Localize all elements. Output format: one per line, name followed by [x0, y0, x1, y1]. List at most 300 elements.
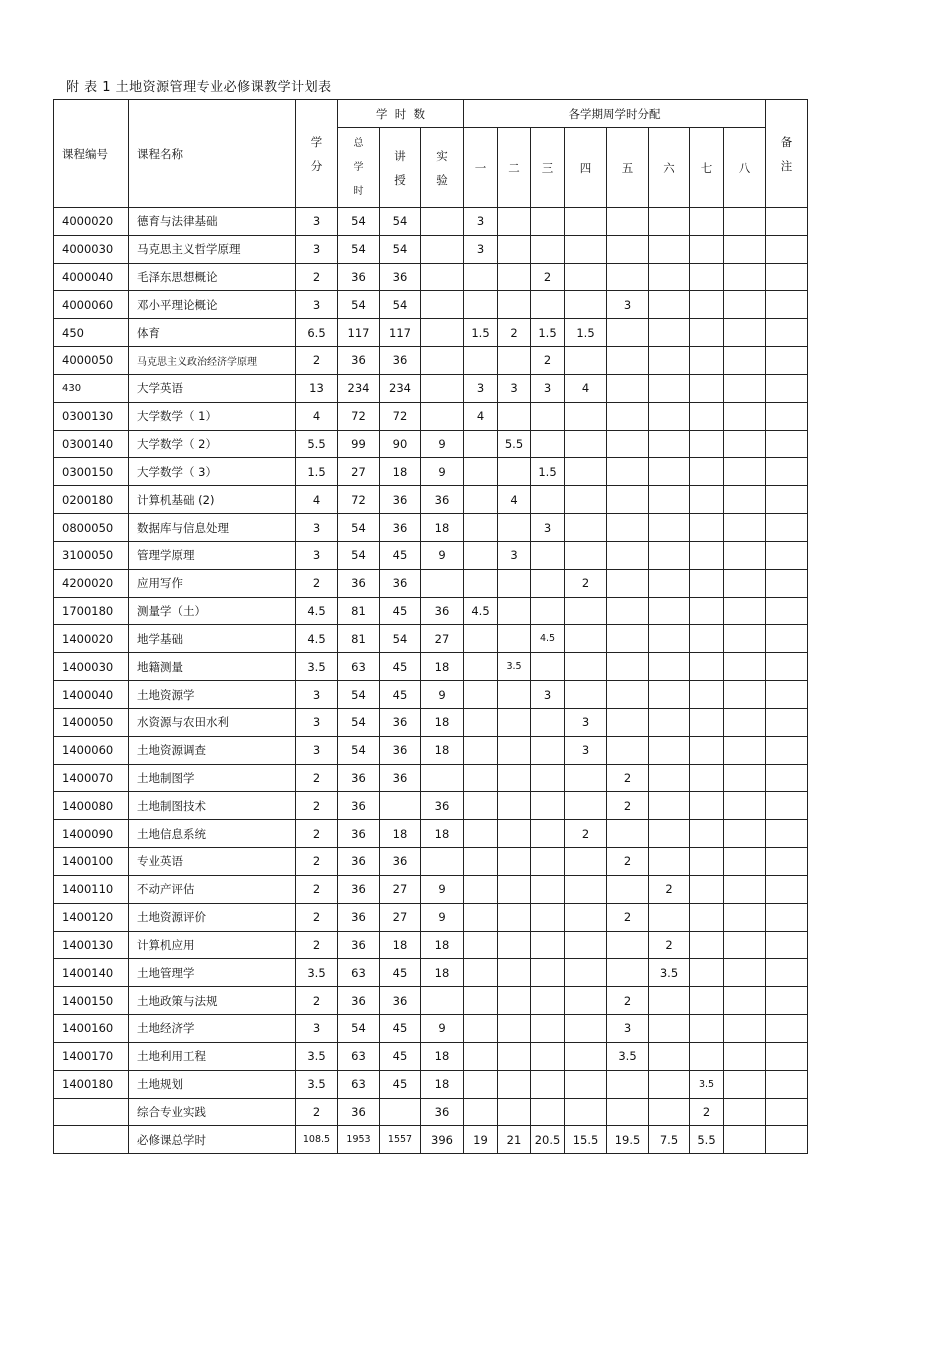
semester-5-cell — [607, 374, 649, 402]
semester-1-cell: 3 — [464, 208, 498, 236]
semester-2-cell — [498, 903, 531, 931]
semester-3-cell — [531, 903, 565, 931]
semester-8-cell — [724, 653, 766, 681]
semester-7-cell — [690, 1014, 724, 1042]
course-code: 1400150 — [54, 987, 129, 1015]
semester-8-cell — [724, 875, 766, 903]
course-code — [54, 1126, 129, 1154]
course-name: 水资源与农田水利 — [129, 708, 296, 736]
remark-cell — [766, 263, 808, 291]
semester-8-cell — [724, 792, 766, 820]
lecture-hours-cell: 72 — [380, 402, 421, 430]
semester-3-cell — [531, 208, 565, 236]
semester-2-cell — [498, 736, 531, 764]
semester-3-cell — [531, 597, 565, 625]
semester-6-cell — [649, 514, 690, 542]
semester-8-cell — [724, 346, 766, 374]
semester-8-cell — [724, 514, 766, 542]
course-name: 土地资源评价 — [129, 903, 296, 931]
lecture-hours-cell: 45 — [380, 597, 421, 625]
semester-5-cell — [607, 653, 649, 681]
semester-6-cell — [649, 653, 690, 681]
course-name: 邓小平理论概论 — [129, 291, 296, 319]
course-code: 430 — [54, 374, 129, 402]
semester-4-cell: 1.5 — [565, 319, 607, 347]
semester-6-cell — [649, 681, 690, 709]
semester-2-cell — [498, 346, 531, 374]
semester-3-cell — [531, 291, 565, 319]
semester-6-cell — [649, 319, 690, 347]
lab-hours-cell: 9 — [421, 875, 464, 903]
total-hours-cell: 36 — [338, 764, 380, 792]
semester-4-cell — [565, 1014, 607, 1042]
header-name: 课程名称 — [129, 100, 296, 208]
header-credit-char-2: 分 — [310, 158, 323, 173]
semester-8-cell — [724, 541, 766, 569]
lab-hours-cell: 18 — [421, 708, 464, 736]
semester-7-cell — [690, 402, 724, 430]
header-semester-8: 八 — [724, 128, 766, 208]
semester-4-cell — [565, 987, 607, 1015]
semester-2-cell: 5.5 — [498, 430, 531, 458]
semester-4-cell — [565, 1070, 607, 1098]
header-remark — [766, 100, 808, 208]
course-name: 土地资源学 — [129, 681, 296, 709]
semester-8-cell — [724, 430, 766, 458]
course-name: 土地制图技术 — [129, 792, 296, 820]
table-row — [54, 514, 808, 542]
lecture-hours-cell: 45 — [380, 541, 421, 569]
header-total-char-3: 时 — [353, 185, 364, 197]
table-row — [54, 653, 808, 681]
semester-2-cell — [498, 1070, 531, 1098]
table-row — [54, 820, 808, 848]
semester-7-cell — [690, 319, 724, 347]
total-hours-cell: 117 — [338, 319, 380, 347]
semester-4-cell — [565, 903, 607, 931]
semester-5-cell — [607, 514, 649, 542]
lecture-hours-cell: 36 — [380, 764, 421, 792]
semester-4-cell — [565, 1098, 607, 1126]
semester-1-cell — [464, 653, 498, 681]
remark-cell — [766, 736, 808, 764]
lab-hours-cell — [421, 402, 464, 430]
course-name: 应用写作 — [129, 569, 296, 597]
semester-8-cell — [724, 1126, 766, 1154]
semester-7-cell — [690, 374, 724, 402]
semester-5-cell — [607, 708, 649, 736]
semester-7-cell — [690, 1042, 724, 1070]
total-hours-cell: 54 — [338, 541, 380, 569]
semester-6-cell — [649, 1070, 690, 1098]
semester-2-cell — [498, 820, 531, 848]
semester-7-cell — [690, 263, 724, 291]
semester-8-cell — [724, 569, 766, 597]
lecture-hours-cell: 45 — [380, 681, 421, 709]
semester-6-cell — [649, 1098, 690, 1126]
semester-8-cell — [724, 847, 766, 875]
semester-1-cell — [464, 681, 498, 709]
semester-2-cell: 2 — [498, 319, 531, 347]
header-credit-char-1: 学 — [310, 134, 323, 149]
course-name: 测量学（土） — [129, 597, 296, 625]
remark-cell — [766, 987, 808, 1015]
semester-5-cell — [607, 263, 649, 291]
semester-2-cell — [498, 1042, 531, 1070]
credit-cell: 2 — [296, 346, 338, 374]
credit-cell: 3.5 — [296, 1070, 338, 1098]
remark-cell — [766, 1014, 808, 1042]
semester-5-cell — [607, 820, 649, 848]
semester-6-cell — [649, 625, 690, 653]
semester-4-cell — [565, 541, 607, 569]
semester-7-cell — [690, 458, 724, 486]
semester-5-cell — [607, 486, 649, 514]
total-hours-cell: 27 — [338, 458, 380, 486]
lecture-hours-cell: 36 — [380, 987, 421, 1015]
total-row — [54, 1126, 808, 1154]
table-row — [54, 374, 808, 402]
course-code: 4000050 — [54, 346, 129, 374]
lecture-hours-cell: 36 — [380, 847, 421, 875]
course-code: 0300150 — [54, 458, 129, 486]
semester-7-cell — [690, 708, 724, 736]
lecture-hours-cell: 45 — [380, 1042, 421, 1070]
header-total-char-1: 总 — [353, 137, 364, 149]
total-hours-cell: 72 — [338, 402, 380, 430]
lab-hours-cell — [421, 208, 464, 236]
course-name: 土地利用工程 — [129, 1042, 296, 1070]
header-semester-group: 各学期周学时分配 — [464, 100, 766, 128]
semester-6-cell — [649, 430, 690, 458]
semester-2-cell — [498, 597, 531, 625]
table-row — [54, 430, 808, 458]
course-code: 450 — [54, 319, 129, 347]
semester-7-cell — [690, 681, 724, 709]
table-row — [54, 764, 808, 792]
semester-6-cell — [649, 486, 690, 514]
lecture-hours-cell: 36 — [380, 263, 421, 291]
semester-3-cell: 20.5 — [531, 1126, 565, 1154]
semester-1-cell — [464, 903, 498, 931]
credit-cell: 2 — [296, 1098, 338, 1126]
semester-6-cell — [649, 346, 690, 374]
semester-8-cell — [724, 597, 766, 625]
header-credit — [296, 100, 338, 208]
semester-7-cell — [690, 820, 724, 848]
semester-4-cell: 2 — [565, 569, 607, 597]
remark-cell — [766, 514, 808, 542]
header-lecture-char-1: 讲 — [394, 148, 406, 163]
header-remark-char-1: 备 — [780, 134, 793, 149]
semester-1-cell — [464, 820, 498, 848]
credit-cell: 13 — [296, 374, 338, 402]
semester-6-cell — [649, 903, 690, 931]
semester-1-cell: 4.5 — [464, 597, 498, 625]
semester-1-cell — [464, 625, 498, 653]
remark-cell — [766, 653, 808, 681]
header-semester-4: 四 — [565, 128, 607, 208]
table-title: 附 表 1 土地资源管理专业必修课教学计划表 — [66, 80, 332, 95]
semester-7-cell — [690, 903, 724, 931]
semester-8-cell — [724, 208, 766, 236]
lecture-hours-cell: 54 — [380, 208, 421, 236]
credit-cell: 3 — [296, 1014, 338, 1042]
total-hours-cell: 54 — [338, 1014, 380, 1042]
semester-7-cell — [690, 569, 724, 597]
lab-hours-cell: 396 — [421, 1126, 464, 1154]
lab-hours-cell: 27 — [421, 625, 464, 653]
lecture-hours-cell: 36 — [380, 514, 421, 542]
table-row — [54, 208, 808, 236]
semester-6-cell — [649, 764, 690, 792]
semester-3-cell — [531, 847, 565, 875]
total-hours-cell: 54 — [338, 235, 380, 263]
semester-2-cell: 3.5 — [498, 653, 531, 681]
semester-4-cell — [565, 208, 607, 236]
semester-7-cell: 5.5 — [690, 1126, 724, 1154]
semester-8-cell — [724, 1014, 766, 1042]
semester-4-cell — [565, 959, 607, 987]
credit-cell: 3 — [296, 541, 338, 569]
total-hours-cell: 63 — [338, 653, 380, 681]
remark-cell — [766, 291, 808, 319]
semester-5-cell — [607, 681, 649, 709]
semester-3-cell — [531, 430, 565, 458]
total-hours-cell: 36 — [338, 263, 380, 291]
semester-3-cell: 2 — [531, 263, 565, 291]
credit-cell: 3 — [296, 291, 338, 319]
semester-4-cell — [565, 625, 607, 653]
total-hours-cell: 54 — [338, 514, 380, 542]
semester-4-cell — [565, 875, 607, 903]
remark-cell — [766, 374, 808, 402]
remark-cell — [766, 597, 808, 625]
semester-3-cell — [531, 792, 565, 820]
semester-5-cell — [607, 931, 649, 959]
semester-4-cell — [565, 263, 607, 291]
lab-hours-cell — [421, 346, 464, 374]
semester-5-cell — [607, 319, 649, 347]
lab-hours-cell: 18 — [421, 1042, 464, 1070]
semester-2-cell — [498, 514, 531, 542]
semester-4-cell — [565, 597, 607, 625]
course-name: 计算机基础 (2) — [129, 486, 296, 514]
header-semester-2: 二 — [498, 128, 531, 208]
table-row — [54, 1098, 808, 1126]
course-name: 土地经济学 — [129, 1014, 296, 1042]
semester-6-cell — [649, 597, 690, 625]
credit-cell: 2 — [296, 847, 338, 875]
semester-2-cell — [498, 875, 531, 903]
lecture-hours-cell: 36 — [380, 569, 421, 597]
semester-7-cell — [690, 597, 724, 625]
semester-2-cell: 3 — [498, 374, 531, 402]
semester-6-cell — [649, 235, 690, 263]
course-code: 1400140 — [54, 959, 129, 987]
semester-7-cell — [690, 875, 724, 903]
lab-hours-cell — [421, 235, 464, 263]
credit-cell: 4 — [296, 486, 338, 514]
semester-5-cell: 3 — [607, 1014, 649, 1042]
semester-3-cell: 4.5 — [531, 625, 565, 653]
course-name: 计算机应用 — [129, 931, 296, 959]
table-row — [54, 1042, 808, 1070]
credit-cell: 2 — [296, 263, 338, 291]
total-hours-cell: 36 — [338, 847, 380, 875]
semester-2-cell: 3 — [498, 541, 531, 569]
semester-3-cell — [531, 764, 565, 792]
lab-hours-cell: 9 — [421, 903, 464, 931]
lecture-hours-cell: 54 — [380, 625, 421, 653]
semester-2-cell — [498, 569, 531, 597]
remark-cell — [766, 346, 808, 374]
semester-7-cell — [690, 625, 724, 653]
table-row — [54, 625, 808, 653]
lecture-hours-cell: 36 — [380, 486, 421, 514]
lab-hours-cell — [421, 569, 464, 597]
semester-1-cell — [464, 792, 498, 820]
total-hours-cell: 36 — [338, 792, 380, 820]
course-name: 大学数学（ 2） — [129, 430, 296, 458]
lecture-hours-cell: 45 — [380, 959, 421, 987]
header-total — [338, 128, 380, 208]
lab-hours-cell: 9 — [421, 681, 464, 709]
course-name: 大学数学（ 3） — [129, 458, 296, 486]
credit-cell: 5.5 — [296, 430, 338, 458]
remark-cell — [766, 208, 808, 236]
semester-7-cell — [690, 235, 724, 263]
semester-5-cell — [607, 235, 649, 263]
semester-3-cell — [531, 1014, 565, 1042]
total-hours-cell: 36 — [338, 346, 380, 374]
credit-cell: 3 — [296, 681, 338, 709]
lecture-hours-cell: 36 — [380, 736, 421, 764]
semester-3-cell — [531, 541, 565, 569]
semester-2-cell — [498, 235, 531, 263]
semester-6-cell — [649, 291, 690, 319]
table-row — [54, 875, 808, 903]
lecture-hours-cell: 54 — [380, 235, 421, 263]
lab-hours-cell: 18 — [421, 1070, 464, 1098]
course-name: 土地资源调查 — [129, 736, 296, 764]
credit-cell: 3 — [296, 736, 338, 764]
course-name: 地籍测量 — [129, 653, 296, 681]
total-hours-cell: 63 — [338, 1042, 380, 1070]
header-semester-7: 七 — [690, 128, 724, 208]
remark-cell — [766, 708, 808, 736]
semester-1-cell: 3 — [464, 235, 498, 263]
table-row — [54, 569, 808, 597]
semester-5-cell: 19.5 — [607, 1126, 649, 1154]
semester-5-cell: 2 — [607, 847, 649, 875]
semester-4-cell — [565, 681, 607, 709]
lecture-hours-cell: 54 — [380, 291, 421, 319]
semester-2-cell — [498, 708, 531, 736]
total-hours-cell: 54 — [338, 291, 380, 319]
table-row — [54, 847, 808, 875]
course-code: 1400030 — [54, 653, 129, 681]
remark-cell — [766, 931, 808, 959]
semester-2-cell — [498, 291, 531, 319]
semester-8-cell — [724, 959, 766, 987]
course-name: 土地管理学 — [129, 959, 296, 987]
semester-4-cell — [565, 847, 607, 875]
lab-hours-cell: 18 — [421, 820, 464, 848]
total-hours-cell: 36 — [338, 903, 380, 931]
semester-6-cell: 2 — [649, 931, 690, 959]
header-hours-group: 学 时 数 — [338, 100, 464, 128]
course-code: 1400170 — [54, 1042, 129, 1070]
course-name: 地学基础 — [129, 625, 296, 653]
remark-cell — [766, 847, 808, 875]
table-row — [54, 319, 808, 347]
semester-6-cell: 7.5 — [649, 1126, 690, 1154]
semester-8-cell — [724, 235, 766, 263]
remark-cell — [766, 625, 808, 653]
semester-1-cell: 19 — [464, 1126, 498, 1154]
lab-hours-cell: 18 — [421, 931, 464, 959]
semester-7-cell — [690, 346, 724, 374]
lecture-hours-cell: 45 — [380, 1014, 421, 1042]
credit-cell: 2 — [296, 792, 338, 820]
semester-3-cell — [531, 987, 565, 1015]
semester-5-cell — [607, 597, 649, 625]
table-body — [54, 100, 808, 1154]
semester-1-cell — [464, 1098, 498, 1126]
semester-8-cell — [724, 458, 766, 486]
semester-6-cell — [649, 847, 690, 875]
table-row — [54, 235, 808, 263]
semester-5-cell — [607, 541, 649, 569]
lecture-hours-cell: 45 — [380, 1070, 421, 1098]
semester-1-cell — [464, 736, 498, 764]
total-hours-cell: 36 — [338, 987, 380, 1015]
total-hours-cell: 54 — [338, 208, 380, 236]
course-code: 1400070 — [54, 764, 129, 792]
semester-3-cell — [531, 653, 565, 681]
lab-hours-cell: 18 — [421, 959, 464, 987]
total-hours-cell: 72 — [338, 486, 380, 514]
semester-1-cell — [464, 875, 498, 903]
course-name: 数据库与信息处理 — [129, 514, 296, 542]
semester-5-cell — [607, 402, 649, 430]
credit-cell: 3 — [296, 235, 338, 263]
table-row — [54, 792, 808, 820]
semester-2-cell — [498, 458, 531, 486]
semester-4-cell — [565, 931, 607, 959]
semester-4-cell — [565, 514, 607, 542]
course-name: 德育与法律基础 — [129, 208, 296, 236]
semester-5-cell: 2 — [607, 764, 649, 792]
lab-hours-cell: 18 — [421, 736, 464, 764]
semester-6-cell — [649, 458, 690, 486]
course-code: 1400090 — [54, 820, 129, 848]
lecture-hours-cell: 18 — [380, 458, 421, 486]
semester-4-cell — [565, 346, 607, 374]
course-code: 1700180 — [54, 597, 129, 625]
lab-hours-cell — [421, 764, 464, 792]
semester-6-cell — [649, 708, 690, 736]
course-code: 0800050 — [54, 514, 129, 542]
course-code: 1400040 — [54, 681, 129, 709]
semester-1-cell — [464, 291, 498, 319]
course-code: 1400130 — [54, 931, 129, 959]
course-code: 4000040 — [54, 263, 129, 291]
credit-cell: 2 — [296, 764, 338, 792]
lab-hours-cell: 36 — [421, 597, 464, 625]
credit-cell: 4.5 — [296, 625, 338, 653]
